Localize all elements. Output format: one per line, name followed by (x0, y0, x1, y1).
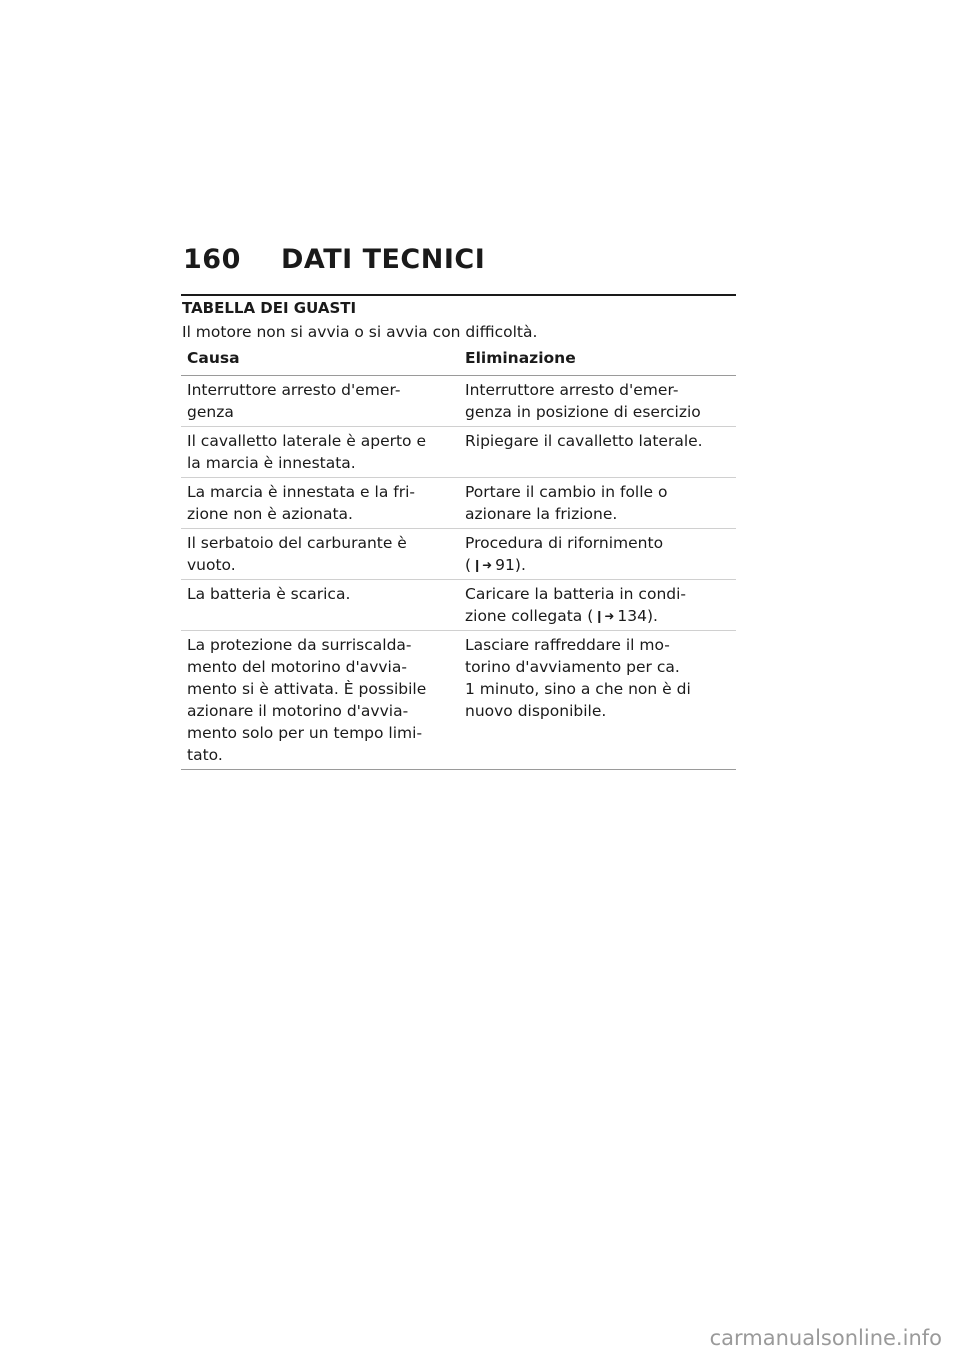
cause-cell: Il serbatoio del carburante è vuoto. (181, 529, 459, 580)
page-number: 160 (183, 244, 241, 275)
cause-cell: Interruttore arresto d'emer- genza (181, 376, 459, 427)
remedy-cell: Caricare la batteria in condi- zione collegata (❙➜ 134). (459, 580, 736, 631)
remedy-cell: Lasciare raffreddare il mo- torino d'avviamento per ca. 1 minuto, sino a che non è di nuovo disponibile. (459, 631, 736, 770)
cause-cell: La batteria è scarica. (181, 580, 459, 631)
watermark: carmanualsonline.info (709, 1326, 942, 1350)
table-row (181, 478, 736, 529)
remedy-cell: Ripiegare il cavalletto laterale. (459, 427, 736, 478)
page-reference[interactable]: 134). (617, 607, 658, 625)
fault-table (181, 347, 736, 770)
page-reference-arrow-icon: ❙➜ (594, 609, 615, 623)
remedy-cell: Portare il cambio in folle o azionare la frizione. (459, 478, 736, 529)
chapter-title: DATI TECNICI (281, 244, 486, 275)
cause-cell: La marcia è innestata e la fri- zione non è azionata. (181, 478, 459, 529)
table-row (181, 580, 736, 631)
table-row (181, 427, 736, 478)
title-divider (181, 294, 736, 296)
page-reference-arrow-icon: ❙➜ (472, 558, 493, 572)
table-row (181, 376, 736, 427)
section-title: TABELLA DEI GUASTI (182, 299, 357, 317)
intro-text: Il motore non si avvia o si avvia con difficoltà. (182, 323, 538, 341)
fault-rows (181, 376, 736, 770)
cause-cell: Il cavalletto laterale è aperto e la marcia è innestata. (181, 427, 459, 478)
remedy-cell: Procedura di rifornimento (❙➜ 91). (459, 529, 736, 580)
column-header-remedy: Eliminazione (459, 347, 736, 376)
table-row (181, 529, 736, 580)
table-row (181, 631, 736, 770)
table-header-row (181, 347, 736, 376)
page-reference[interactable]: 91). (495, 556, 526, 574)
column-header-cause: Causa (181, 347, 459, 376)
remedy-cell: Interruttore arresto d'emer- genza in posizione di esercizio (459, 376, 736, 427)
cause-cell: La protezione da surriscalda- mento del motorino d'avvia- mento si è attivata. È possibile azionare il motorino d'avvia- mento solo per un tempo limi- tato. (181, 631, 459, 770)
